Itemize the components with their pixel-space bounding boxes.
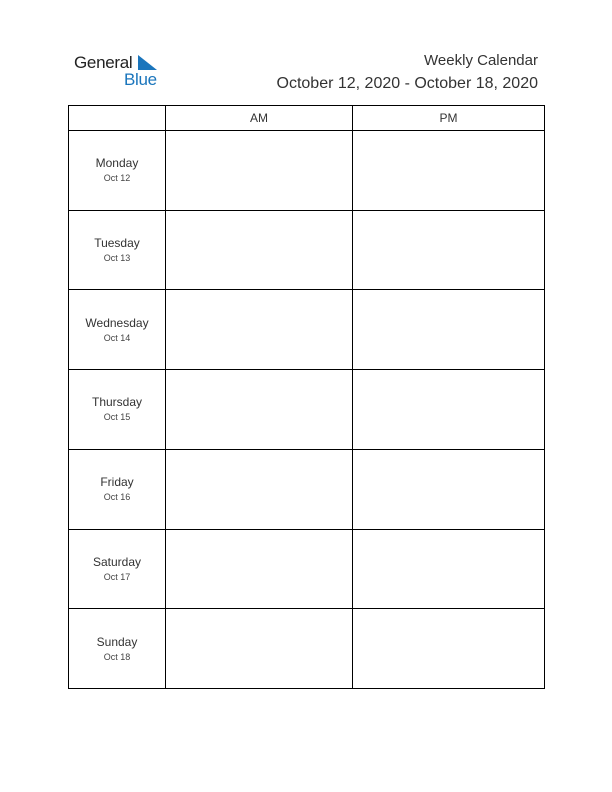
day-date: Oct 17	[103, 571, 131, 582]
pm-slot[interactable]	[353, 609, 545, 689]
pm-slot[interactable]	[353, 529, 545, 609]
day-cell	[69, 370, 166, 450]
weekly-calendar-table	[68, 105, 545, 689]
day-name: Monday	[95, 156, 139, 171]
day-name: Wednesday	[85, 315, 149, 330]
day-name: Friday	[100, 475, 134, 490]
pm-slot[interactable]	[353, 131, 545, 211]
day-cell	[69, 609, 166, 689]
day-cell	[69, 290, 166, 370]
day-name: Sunday	[96, 634, 138, 649]
am-column-header: AM	[166, 106, 353, 131]
day-cell	[69, 529, 166, 609]
am-slot[interactable]	[166, 290, 353, 370]
am-slot[interactable]	[166, 131, 353, 211]
table-row	[69, 529, 545, 609]
table-row	[69, 210, 545, 290]
am-slot[interactable]	[166, 370, 353, 450]
pm-slot[interactable]	[353, 449, 545, 529]
day-cell	[69, 449, 166, 529]
table-row	[69, 370, 545, 450]
day-date: Oct 12	[103, 173, 131, 184]
header-row	[69, 106, 545, 131]
pm-slot[interactable]	[353, 290, 545, 370]
day-name: Tuesday	[94, 236, 140, 251]
logo	[74, 53, 164, 89]
table-row	[69, 290, 545, 370]
day-date: Oct 18	[103, 651, 131, 662]
am-slot[interactable]	[166, 210, 353, 290]
table-row	[69, 609, 545, 689]
page-title: Weekly Calendar	[424, 52, 538, 69]
date-range: October 12, 2020 - October 18, 2020	[276, 75, 538, 92]
pm-slot[interactable]	[353, 210, 545, 290]
day-date: Oct 16	[103, 492, 131, 503]
am-slot[interactable]	[166, 529, 353, 609]
day-name: Saturday	[92, 554, 142, 569]
day-date: Oct 14	[103, 332, 131, 343]
day-cell	[69, 210, 166, 290]
logo-word-general: General	[74, 53, 133, 72]
pm-slot[interactable]	[353, 370, 545, 450]
day-date: Oct 13	[103, 253, 131, 264]
am-slot[interactable]	[166, 449, 353, 529]
pm-column-header: PM	[353, 106, 545, 131]
corner-cell	[69, 106, 166, 131]
day-cell	[69, 131, 166, 211]
day-date: Oct 15	[103, 412, 131, 423]
logo-triangle-icon	[138, 55, 158, 71]
table-row	[69, 131, 545, 211]
am-slot[interactable]	[166, 609, 353, 689]
page-header	[277, 52, 539, 94]
table-row	[69, 449, 545, 529]
logo-word-blue: Blue	[124, 70, 157, 89]
day-name: Thursday	[91, 395, 143, 410]
